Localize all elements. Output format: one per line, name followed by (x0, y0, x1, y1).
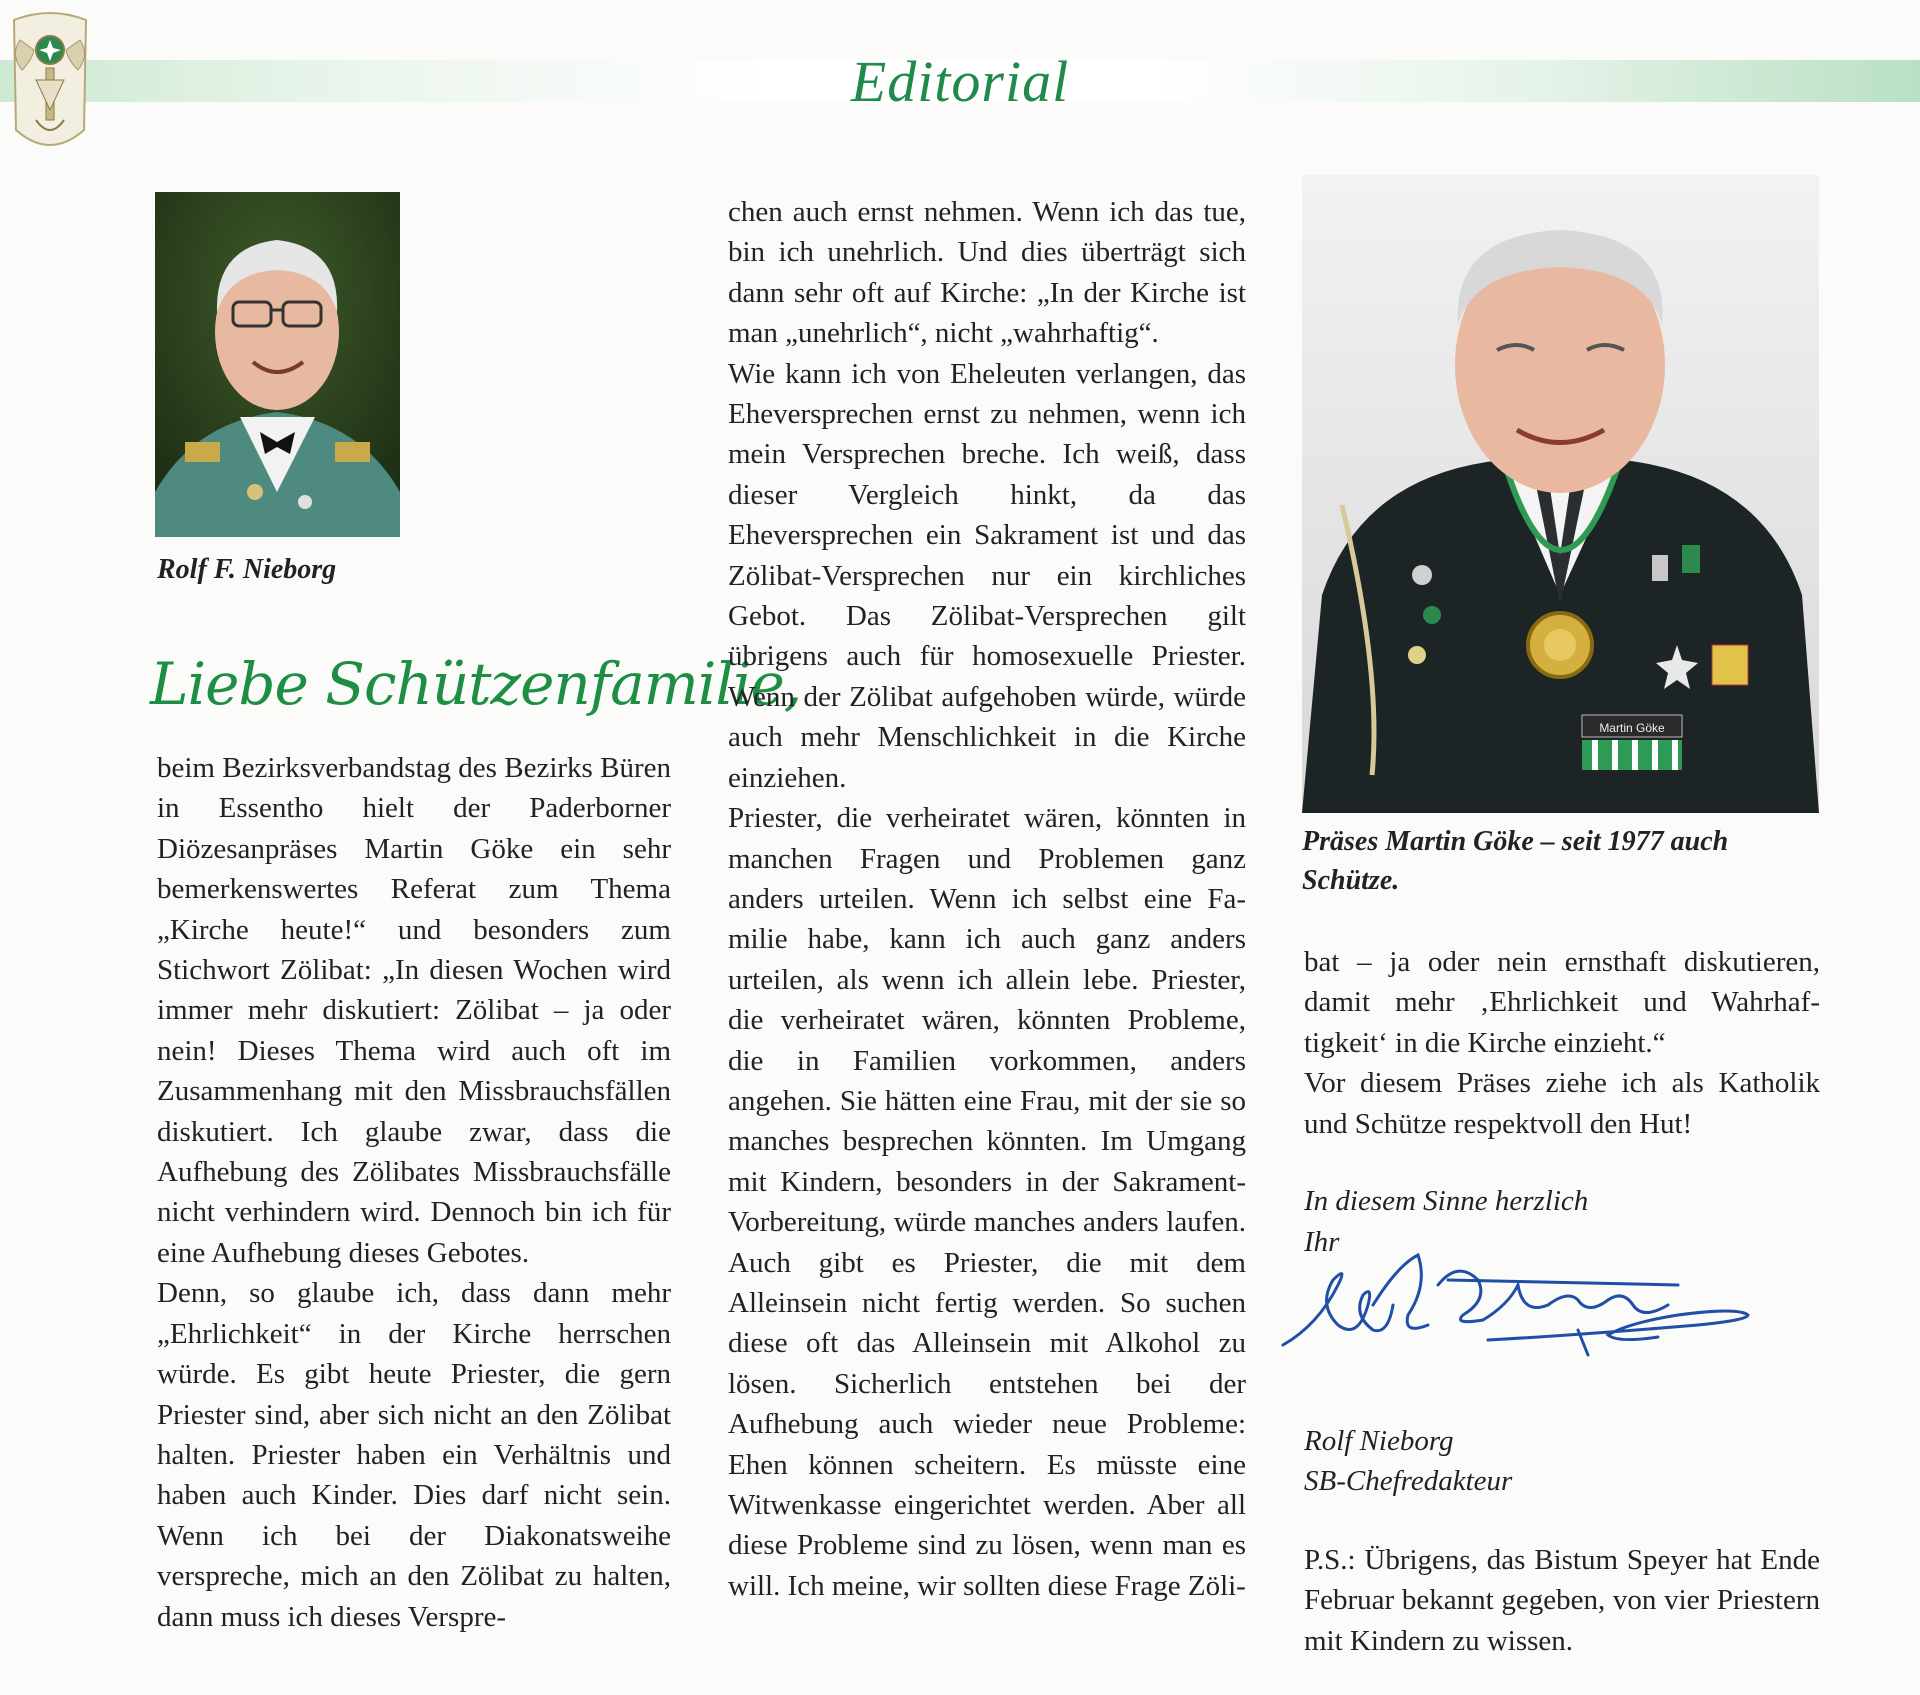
paragraph: bat – ja oder nein ernsthaft diskutieren, damit mehr ‚Ehrlichkeit und Wahrhaftigkeit‘ in die Kirche einzieht.“ (1304, 946, 1820, 1059)
handwritten-signature (1278, 1245, 1798, 1375)
portrait-martin-goeke (1302, 175, 1819, 813)
signer-role: SB-Chefredakteur (1304, 1465, 1513, 1497)
greeting: Liebe Schützenfamilie, (150, 650, 802, 718)
closing-line: In diesem Sinne herzlich (1304, 1185, 1589, 1217)
photo-caption-right: Präses Martin Göke – seit 1977 auch Schütze. (1302, 826, 1729, 896)
portrait-rolf-nieborg (155, 192, 400, 537)
page-title: Editorial (850, 49, 1070, 114)
postscript (1304, 1540, 1820, 1661)
text-column-3 (1304, 942, 1820, 1144)
text-column-2 (728, 192, 1246, 1606)
paragraph: chen auch ernst nehmen. Wenn ich das tue, bin ich unehrlich. Und dies überträgt sich dann sehr oft auf Kirche: „In der Kirche ist man „unehrlich“, nicht „wahrhaftig“. (728, 196, 1246, 350)
photo-caption-left: Rolf F. Nieborg (157, 554, 337, 585)
text-column-1 (157, 748, 671, 1637)
paragraph: P.S.: Übrigens, das Bistum Speyer hat Ende Februar bekannt gegeben, von vier Priestern mit Kindern zu wissen. (1304, 1544, 1820, 1657)
name-badge: Martin Göke (1599, 721, 1665, 735)
paragraph: Wie kann ich von Eheleuten verlangen, das Eheversprechen ernst zu nehmen, wenn ich mein Versprechen breche. Ich weiß, dass dieser Vergleich hinkt, da das Eheversprechen ein Sakrament ist und das Zölibat-Versprechen nur ein kirchliches Gebot. Das Zölibat-Versprechen gilt übrigens auch für homosexuelle Priester. Wenn der Zölibat aufgehoben würde, würde auch mehr Menschlichkeit in die Kirche einziehen. (728, 357, 1246, 794)
paragraph: beim Bezirksverbandstag des Bezirks Büren in Essentho hielt der Paderborner Diözesanpräses Martin Göke ein sehr bemerkenswertes Referat zum Thema „Kirche heute!“ und besonders zum Stichwort Zölibat: „In diesen Wochen wird immer mehr diskutiert: Zölibat – ja oder nein! Dieses Thema wird auch oft im Zusammenhang mit den Missbrauchsfällen diskutiert. Ich glaube zwar, dass die Aufhebung des Zölibates Missbrauchsfälle nicht verhindern wird. Dennoch bin ich für eine Aufhebung dieses Gebotes. (157, 752, 671, 1269)
paragraph: Vor diesem Präses ziehe ich als Katholik und Schütze respektvoll den Hut! (1304, 1067, 1820, 1140)
signer-name: Rolf Nieborg (1304, 1425, 1454, 1457)
paragraph: Priester, die verheiratet wären, könnten in manchen Fragen und Problemen ganz anders urteilen. Wenn ich selbst eine Familie habe, kann ich auch ganz anders urteilen, als wenn ich allein lebe. Priester, die verheiratet wären, könnten Probleme, die in Familien vorkommen, anders angehen. Sie hätten eine Frau, mit der sie so manches besprechen könnten. Im Umgang mit Kindern, besonders in der Sakrament-Vorbereitung, würde manches anders laufen. Auch gibt es Priester, die mit dem Alleinsein nicht fertig werden. So suchen diese oft das Alleinsein mit Alkohol zu lösen. Sicherlich entstehen bei der Aufhebung auch wieder neue Probleme: Ehen können scheitern. Es müsste eine Witwenkasse eingerichtet werden. Aber all diese Probleme sind zu lösen, wenn man es will. Ich meine, wir sollten diese Frage Zöli- (728, 802, 1246, 1602)
closing-line: Ihr (1304, 1226, 1340, 1258)
paragraph: Denn, so glaube ich, dass dann mehr „Ehrlichkeit“ in der Kirche herrschen würde. Es gibt heute Priester, die gern Priester sind, aber sich nicht an den Zölibat halten. Priester haben ein Verhältnis und haben auch Kinder. Dies darf nicht sein. Wenn ich bei der Diakonatsweihe verspreche, mich an den Zölibat zu halten, dann muss ich dieses Verspre- (157, 1277, 671, 1633)
